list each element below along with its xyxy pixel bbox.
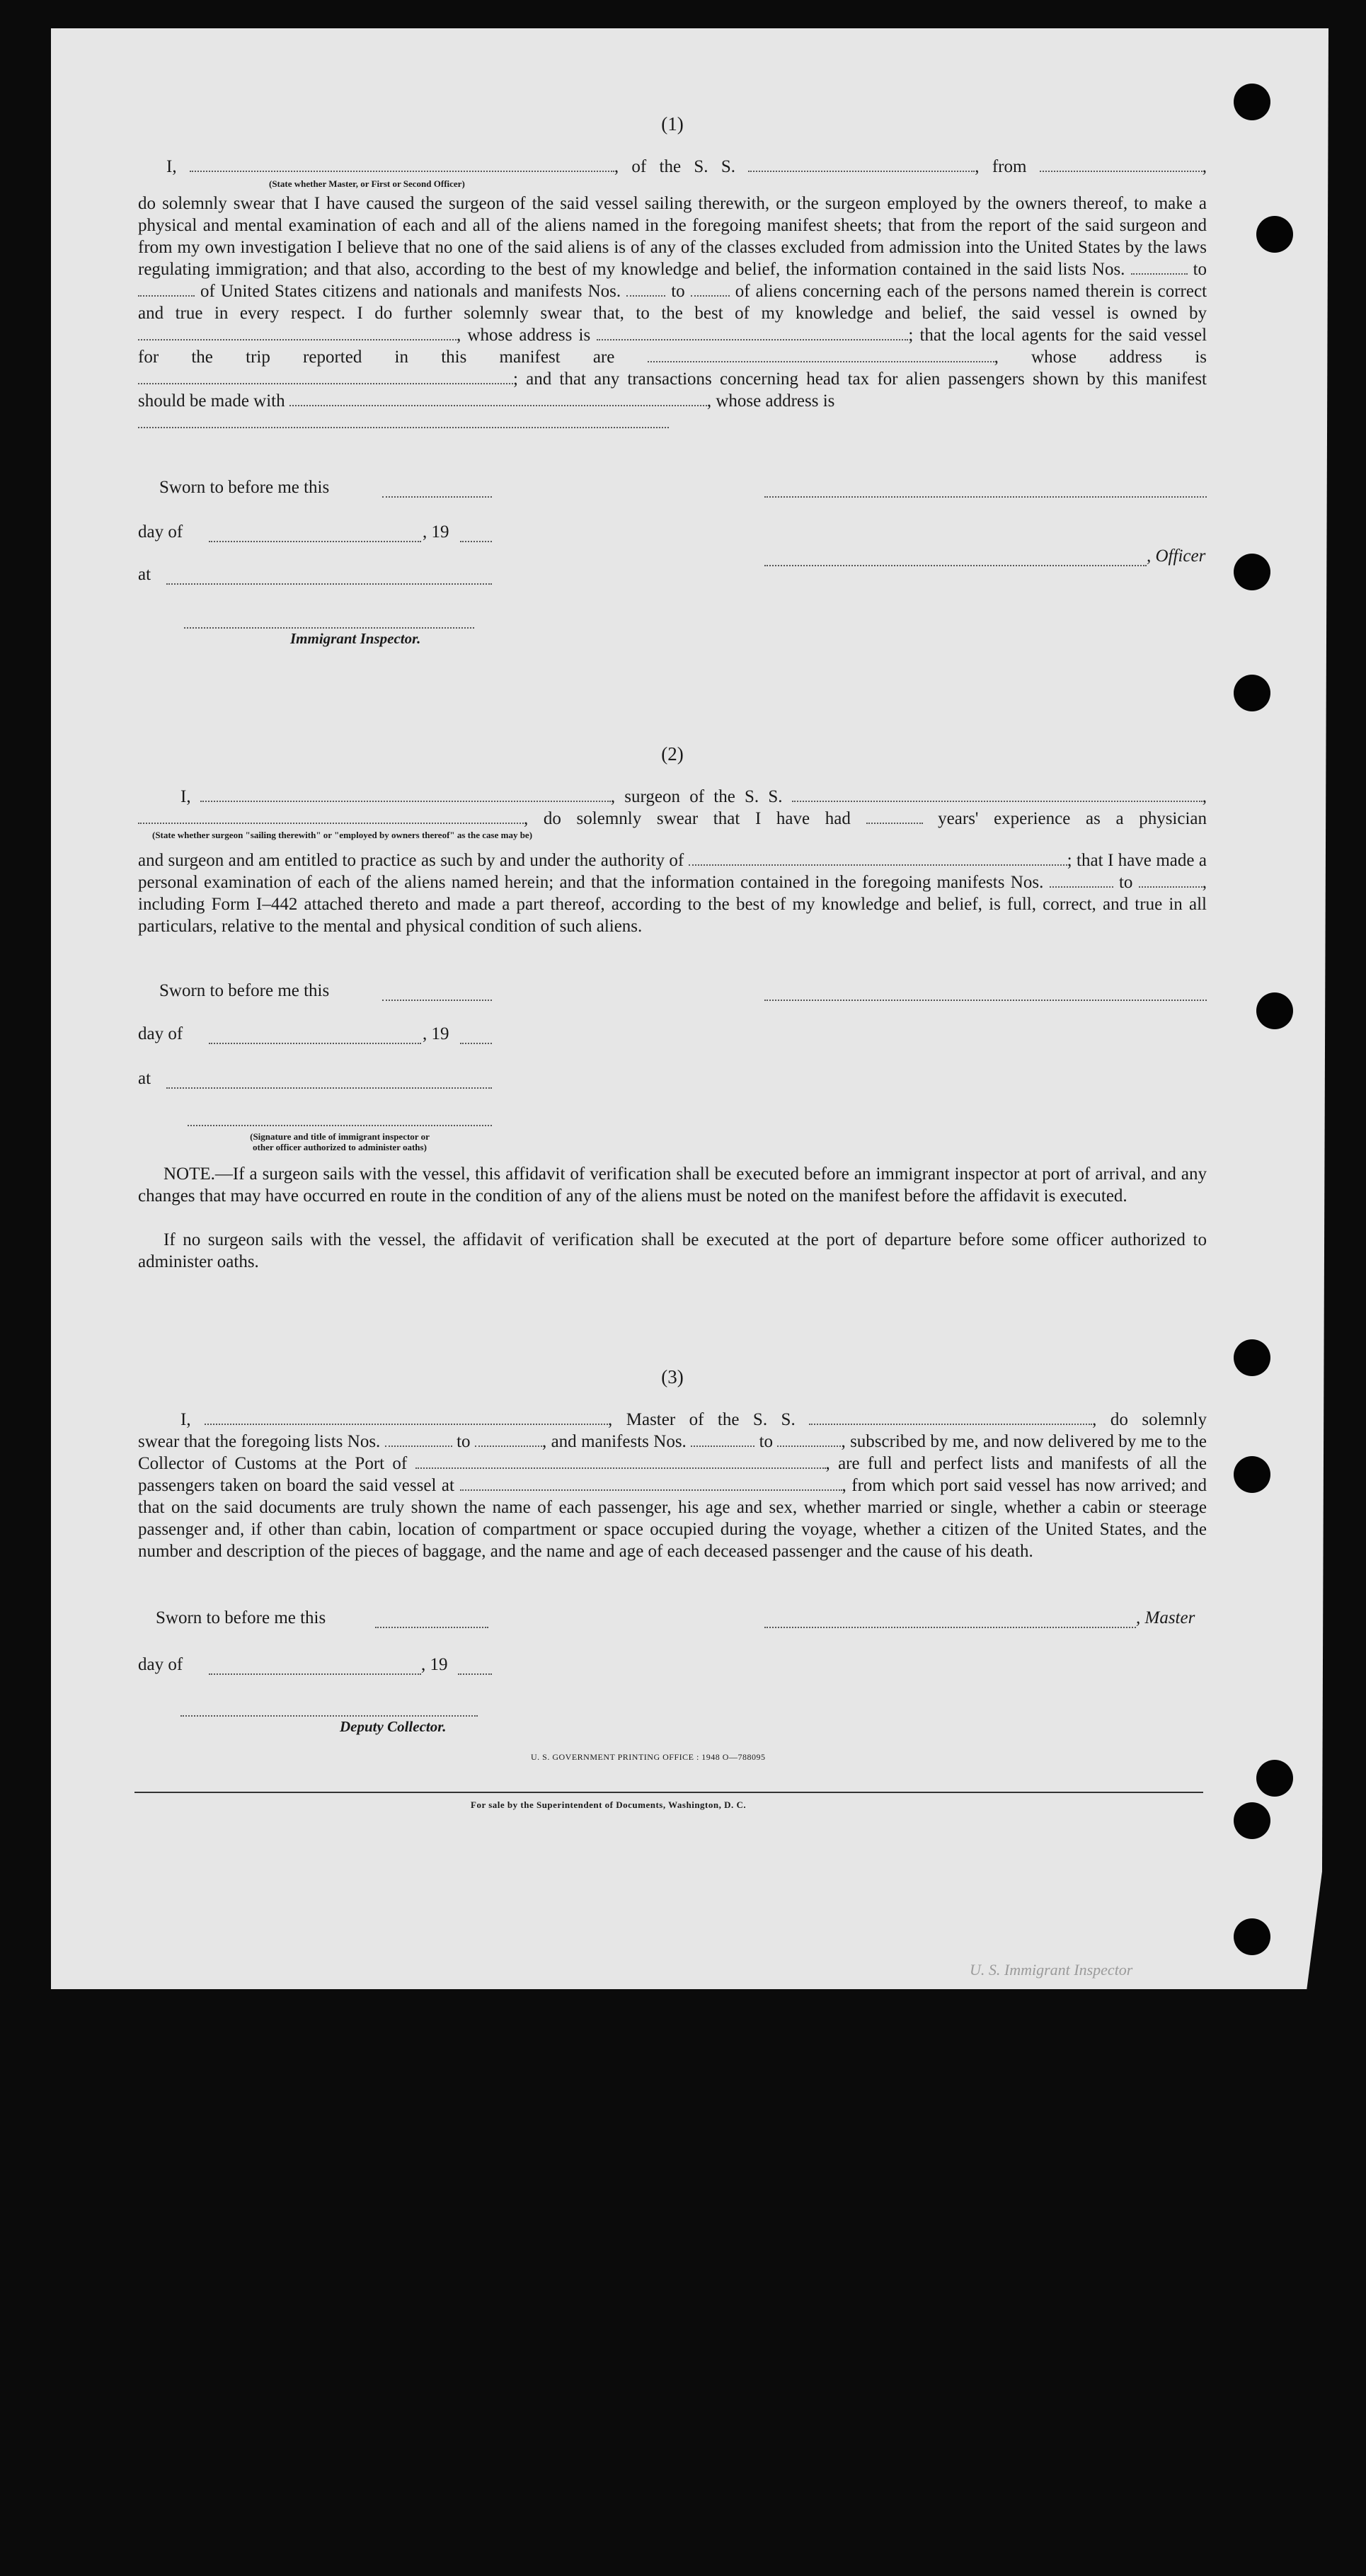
sworn-date-field[interactable] [382, 999, 492, 1001]
month-field[interactable] [209, 1042, 421, 1044]
section-number: (2) [661, 743, 684, 765]
printing-office-line: U. S. GOVERNMENT PRINTING OFFICE : 1948 O—788095 [531, 1752, 766, 1762]
port-field[interactable] [415, 1467, 826, 1469]
master-signature-line[interactable] [764, 1626, 1136, 1628]
surgeon-vessel-field[interactable] [792, 800, 1203, 802]
surgeon-name-field[interactable] [200, 800, 611, 802]
year-label: , 19 [423, 1024, 449, 1043]
punch-hole [1234, 1339, 1270, 1376]
bleed-through-text: U. S. Immigrant Inspector [970, 1961, 1133, 1979]
authority-field[interactable] [689, 864, 1067, 866]
sworn-label: Sworn to before me this [159, 981, 330, 1000]
note-paragraph-2: If no surgeon sails with the vessel, the affidavit of verification shall be executed at the port of departure before some officer authorized to administer oaths. [138, 1230, 1207, 1271]
sworn-label: Sworn to before me this [159, 478, 330, 497]
section-2-body: and surgeon and am entitled to practice as such by and under the authority of ; that I have made a personal examination of each of the aliens named herein; and that the information contained in the foregoing manifests Nos. to , including Form I–442 attached thereto and made a part thereof, according to the best of my knowledge and belief, is full, correct, and true in all particulars, relative to the mental and physical condition of such aliens. [138, 851, 1207, 936]
surgeon-caption: (State whether surgeon "sailing therewith" or "employed by owners thereof" as the case may be) [152, 830, 533, 840]
surgeon-line: I, , surgeon of the S. S. , [180, 787, 1207, 806]
manifests-to-field[interactable] [691, 294, 730, 297]
manifests-to-field[interactable] [1139, 886, 1203, 888]
punch-hole [1256, 216, 1293, 253]
manifests-from-field[interactable] [1050, 886, 1113, 888]
sworn-date-field[interactable] [375, 1626, 488, 1628]
surgeon-status-field[interactable] [138, 822, 524, 824]
section-1-body: do solemnly swear that I have caused the surgeon of the said vessel sailing therewith, or the surgeon employed by the owners thereof, to make a physical and mental examination of each and all of the aliens named in the foregoing manifest sheets; that from the report of the said surgeon and from my own investigation I believe that no one of the said aliens is of any of the classes excluded from admission into the United States by the laws regulating immigration; and that also, according to the best of my knowledge and belief, the information contained in the said lists Nos. to of United States citizens and nationals and manifests Nos. to of aliens concerning each of the persons named therein is correct and true in every respect. I do further solemnly swear that, to the best of my knowledge and belief, the said vessel is owned by , whose address is ; that the local agents for the said vessel for the trip reported in this manifest are , whose address is ; and that any transactions concerning head tax for alien passengers shown by this manifest should be made with , whose address is [138, 193, 1207, 434]
owner-field[interactable] [138, 338, 457, 340]
day-of-label: day of [138, 522, 183, 542]
manifests-from-field[interactable] [626, 294, 665, 297]
master-label: , Master [1136, 1608, 1195, 1627]
sworn-label: Sworn to before me this [156, 1608, 326, 1627]
year-field[interactable] [460, 1042, 492, 1044]
manifests-to-field[interactable] [777, 1445, 841, 1447]
officer-signature-line[interactable] [764, 496, 1207, 498]
footer-rule [134, 1791, 1203, 1793]
officer-caption: (State whether Master, or First or Second Officer) [269, 178, 465, 189]
inspector-signature-line[interactable] [188, 1124, 492, 1126]
month-field[interactable] [209, 540, 421, 542]
year-field[interactable] [460, 540, 492, 542]
at-label: at [138, 565, 151, 584]
year-field[interactable] [458, 1673, 492, 1675]
manifests-from-field[interactable] [691, 1445, 754, 1447]
experience-line: , do solemnly swear that I have had years' experience as a physician [138, 808, 1207, 830]
master-line: I, , Master of the S. S. , do solemnly [180, 1410, 1207, 1429]
agents-field[interactable] [648, 360, 994, 362]
punch-hole [1256, 1760, 1293, 1797]
section-3-body: swear that the foregoing lists Nos. to , and manifests Nos. to , subscribed by me, and now delivered by me to the Collector of Customs at the Port of , are full and perfect lists and manifests of all the passengers taken on board the said vessel at , from which port said vessel has now arrived; and that on the said documents are truly shown the name of each passenger, his age and sex, whether married or single, whether a cabin or steerage passenger and, if other than cabin, location of compartment or space occupied during the voyage, whether a citizen of the United States, and the number and description of the pieces of baggage, and the name and age of each deceased passenger and the cause of his death. [138, 1432, 1207, 1561]
officer-label: , Officer [1147, 546, 1206, 566]
month-field[interactable] [209, 1673, 421, 1675]
surgeon-signature-line[interactable] [764, 999, 1207, 1001]
inspector-signature-line[interactable] [184, 626, 474, 629]
officer-name-field[interactable] [190, 170, 614, 172]
punch-hole [1256, 992, 1293, 1029]
vessel-name-field[interactable] [748, 170, 975, 172]
place-field[interactable] [166, 1087, 492, 1089]
day-of-label: day of [138, 1024, 183, 1043]
lists-from-field[interactable] [385, 1445, 452, 1447]
head-tax-agent-field[interactable] [289, 404, 707, 406]
punch-hole [1234, 675, 1270, 711]
section-number: (1) [661, 113, 684, 134]
lists-to-field[interactable] [138, 294, 195, 297]
year-label: , 19 [423, 522, 449, 542]
owner-address-field[interactable] [597, 338, 908, 340]
punch-hole [1234, 1456, 1270, 1493]
at-label: at [138, 1069, 151, 1088]
deputy-collector-label: Deputy Collector. [340, 1718, 447, 1735]
punch-hole [1234, 1918, 1270, 1955]
for-sale-line: For sale by the Superintendent of Documents, Washington, D. C. [471, 1799, 747, 1810]
sworn-date-field[interactable] [382, 496, 492, 498]
punch-hole [1234, 554, 1270, 590]
oath-line: I, , of the S. S. , from , [166, 157, 1207, 176]
signature-caption: (Signature and title of immigrant inspector or other officer authorized to administer oaths) [250, 1131, 430, 1152]
master-name-field[interactable] [205, 1423, 608, 1425]
inspector-label: Immigrant Inspector. [290, 630, 421, 647]
lists-to-field[interactable] [475, 1445, 542, 1447]
year-label: , 19 [421, 1655, 448, 1674]
officer-title-line[interactable] [764, 564, 1147, 566]
master-vessel-field[interactable] [809, 1423, 1092, 1425]
day-of-label: day of [138, 1655, 183, 1674]
collector-signature-line[interactable] [180, 1715, 478, 1717]
head-tax-address-field[interactable] [138, 426, 669, 428]
lists-from-field[interactable] [1131, 273, 1188, 275]
note-paragraph: NOTE.—If a surgeon sails with the vessel, this affidavit of verification shall be executed before an immigrant inspector at port of arrival, and any changes that may have occurred en route in the condition of any of the aliens must be noted on the manifest before the affidavit is executed. [138, 1164, 1207, 1206]
years-field[interactable] [866, 822, 923, 824]
place-field[interactable] [166, 583, 492, 585]
agents-address-field[interactable] [138, 382, 513, 384]
punch-hole [1234, 84, 1270, 120]
punch-hole [1234, 1802, 1270, 1839]
embarkation-field[interactable] [460, 1489, 842, 1491]
departure-port-field[interactable] [1040, 170, 1203, 172]
section-number: (3) [661, 1366, 684, 1387]
